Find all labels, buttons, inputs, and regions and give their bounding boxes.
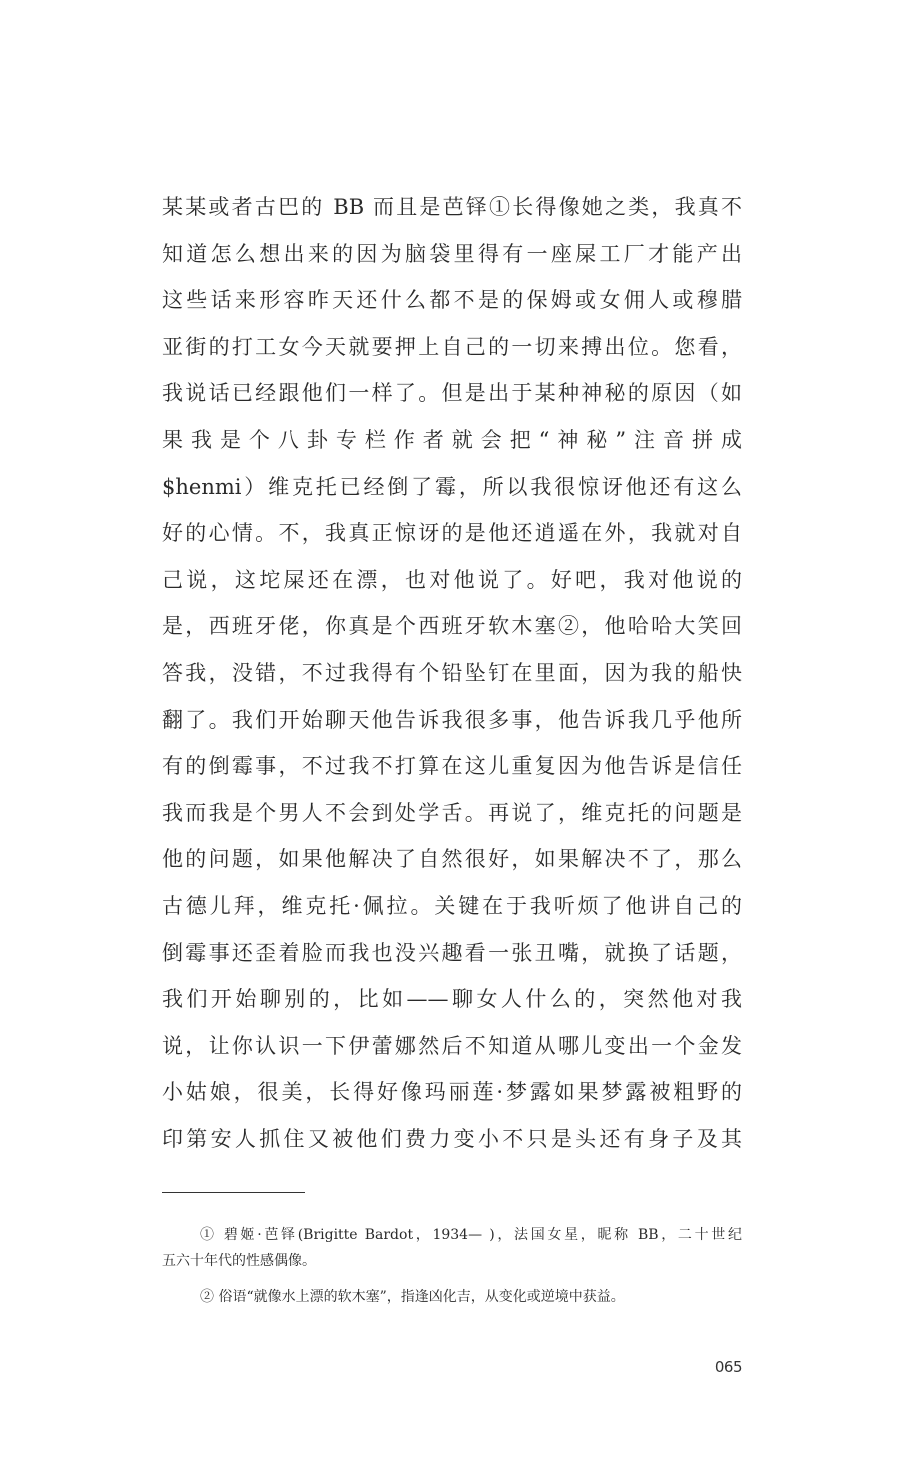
text-line: 我而我是个男人不会到处学舌。再说了，维克托的问题是 bbox=[162, 800, 742, 825]
footnote-divider bbox=[162, 1192, 305, 1193]
text-line: 我们开始聊别的，比如——聊女人什么的，突然他对我 bbox=[162, 987, 742, 1012]
text-line: 知道怎么想出来的因为脑袋里得有一座屎工厂才能产出 bbox=[162, 241, 742, 266]
text-line: 印第安人抓住又被他们费力变小不只是头还有身子及其 bbox=[162, 1126, 742, 1151]
text-line: 倒霉事还歪着脸而我也没兴趣看一张丑嘴，就换了话题， bbox=[162, 940, 742, 965]
footnotes bbox=[162, 1222, 742, 1310]
text-line: 翻了。我们开始聊天他告诉我很多事，他告诉我几乎他所 bbox=[162, 707, 742, 732]
text-line: 某某或者古巴的 BB 而且是芭铎①长得像她之类，我真不 bbox=[162, 195, 742, 219]
footnote-1-line-2: 五六十年代的性感偶像。 bbox=[162, 1253, 316, 1269]
body-text bbox=[162, 184, 742, 1162]
text-line: 我说话已经跟他们一样了。但是出于某种神秘的原因（如 bbox=[162, 381, 742, 406]
text-line: 好的心情。不，我真正惊讶的是他还逍遥在外，我就对自 bbox=[162, 521, 742, 546]
footnote-1-line-1: ① 碧姬·芭铎(Brigitte Bardot，1934— )，法国女星，昵称 BB，二十世纪 bbox=[200, 1227, 742, 1243]
text-line: 这些话来形容昨天还什么都不是的保姆或女佣人或穆腊 bbox=[162, 288, 742, 313]
footnote-2: ② 俗语“就像水上漂的软木塞”，指逢凶化吉，从变化或逆境中获益。 bbox=[200, 1289, 625, 1305]
text-line: $henmi）维克托已经倒了霉，所以我很惊讶他还有这么 bbox=[162, 474, 742, 499]
text-line: 亚街的打工女今天就要押上自己的一切来搏出位。您看， bbox=[162, 334, 742, 359]
text-line: 己说，这坨屎还在漂，也对他说了。好吧，我对他说的 bbox=[162, 567, 742, 592]
text-line: 小姑娘，很美，长得好像玛丽莲·梦露如果梦露被粗野的 bbox=[162, 1080, 742, 1105]
text-line: 是，西班牙佬，你真是个西班牙软木塞②，他哈哈大笑回 bbox=[162, 614, 742, 639]
page-number: 065 bbox=[714, 1358, 742, 1376]
text-line: 果我是个八卦专栏作者就会把“神秘”注音拼成 bbox=[162, 427, 742, 452]
text-line: 有的倒霉事，不过我不打算在这儿重复因为他告诉是信任 bbox=[162, 754, 742, 779]
text-line: 说，让你认识一下伊蕾娜然后不知道从哪儿变出一个金发 bbox=[162, 1033, 742, 1058]
text-line: 答我，没错，不过我得有个铅坠钉在里面，因为我的船快 bbox=[162, 660, 742, 685]
text-line: 古德儿拜，维克托·佩拉。关键在于我听烦了他讲自己的 bbox=[162, 893, 742, 918]
text-line: 他的问题，如果他解决了自然很好，如果解决不了，那么 bbox=[162, 847, 742, 872]
